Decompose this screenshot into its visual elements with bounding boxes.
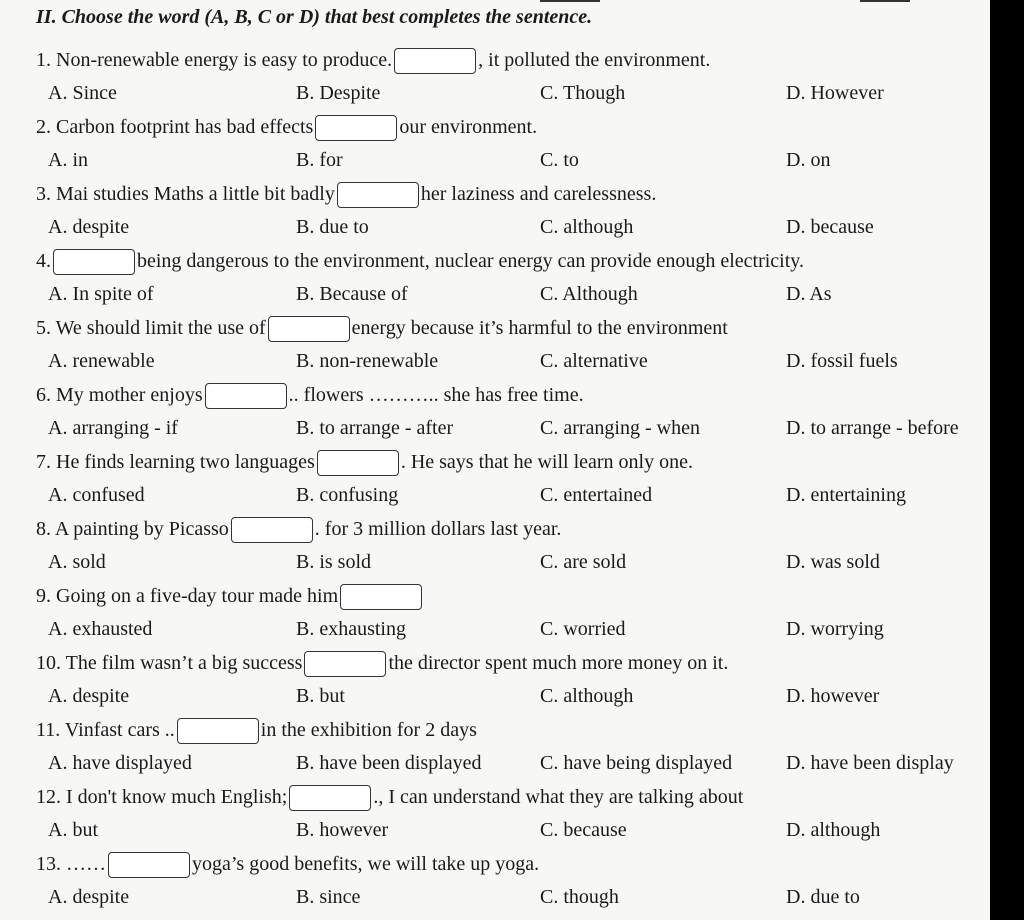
question-text-after: the director spent much more money on it. [388, 652, 729, 674]
option-d[interactable]: D. have been display [786, 752, 954, 774]
question-text-after: , it polluted the environment. [478, 49, 711, 71]
option-b[interactable]: B. Because of [296, 283, 408, 305]
question-text-before: 4. [36, 250, 51, 272]
question-9 [36, 584, 424, 610]
option-b[interactable]: B. have been displayed [296, 752, 482, 774]
option-a[interactable]: A. despite [48, 886, 130, 908]
option-a[interactable]: A. sold [48, 551, 106, 573]
question-5 [36, 316, 728, 342]
question-text-before: 13. …… [36, 853, 106, 875]
question-2 [36, 115, 537, 141]
answer-blank-box[interactable] [317, 450, 399, 476]
question-text-before: 6. My mother enjoys [36, 384, 203, 406]
option-b[interactable]: B. non-renewable [296, 350, 439, 372]
option-d[interactable]: D. worrying [786, 618, 884, 640]
option-b[interactable]: B. exhausting [296, 618, 406, 640]
answer-blank-box[interactable] [340, 584, 422, 610]
option-a[interactable]: A. but [48, 819, 98, 841]
question-text-after: .. flowers ……….. she has free time. [288, 384, 584, 406]
option-a[interactable]: A. exhausted [48, 618, 153, 640]
question-text-before: 3. Mai studies Maths a little bit badly [36, 183, 335, 205]
option-b[interactable]: B. to arrange - after [296, 417, 454, 439]
option-c[interactable]: C. entertained [540, 484, 653, 506]
option-b[interactable]: B. for [296, 149, 343, 171]
question-text-before: 1. Non-renewable energy is easy to produce. [36, 49, 393, 71]
question-text-before: 11. Vinfast cars .. [36, 719, 175, 741]
option-b[interactable]: B. but [296, 685, 345, 707]
answer-blank-box[interactable] [231, 517, 313, 543]
option-d[interactable]: D. was sold [786, 551, 880, 573]
top-rule-line [540, 0, 600, 2]
option-b[interactable]: B. confusing [296, 484, 399, 506]
option-b[interactable]: B. is sold [296, 551, 372, 573]
question-text-after: ., I can understand what they are talking about [373, 786, 744, 808]
option-c[interactable]: C. though [540, 886, 619, 908]
option-b[interactable]: B. since [296, 886, 361, 908]
answer-blank-box[interactable] [268, 316, 350, 342]
option-b[interactable]: B. however [296, 819, 389, 841]
answer-blank-box[interactable] [177, 718, 259, 744]
question-10 [36, 651, 728, 677]
question-text-before: 5. We should limit the use of [36, 317, 266, 339]
question-text-before: 7. He finds learning two languages [36, 451, 315, 473]
option-d[interactable]: D. fossil fuels [786, 350, 898, 372]
answer-blank-box[interactable] [108, 852, 190, 878]
question-13 [36, 852, 539, 878]
section-title: II. Choose the word (A, B, C or D) that best completes the sentence. [36, 6, 593, 28]
option-c[interactable]: C. although [540, 216, 634, 238]
option-c[interactable]: C. Although [540, 283, 638, 305]
option-a[interactable]: A. confused [48, 484, 145, 506]
answer-blank-box[interactable] [289, 785, 371, 811]
option-d[interactable]: D. because [786, 216, 874, 238]
option-a[interactable]: A. in [48, 149, 88, 171]
question-8 [36, 517, 561, 543]
question-text-after: . He says that he will learn only one. [400, 451, 693, 473]
question-text-after: in the exhibition for 2 days [260, 719, 477, 741]
answer-blank-box[interactable] [205, 383, 287, 409]
question-text-before: 8. A painting by Picasso [36, 518, 229, 540]
option-c[interactable]: C. because [540, 819, 627, 841]
option-b[interactable]: B. due to [296, 216, 369, 238]
top-rule-line-right [860, 0, 910, 2]
question-text-before: 12. I don't know much English; [36, 786, 288, 808]
option-c[interactable]: C. have being displayed [540, 752, 733, 774]
option-a[interactable]: A. despite [48, 216, 130, 238]
option-c[interactable]: C. are sold [540, 551, 627, 573]
question-6 [36, 383, 584, 409]
option-c[interactable]: C. alternative [540, 350, 648, 372]
option-c[interactable]: C. worried [540, 618, 626, 640]
answer-blank-box[interactable] [315, 115, 397, 141]
option-c[interactable]: C. arranging - when [540, 417, 700, 439]
question-text-before: 10. The film wasn’t a big success [36, 652, 303, 674]
question-text-after: our environment. [399, 116, 538, 138]
option-d[interactable]: D. although [786, 819, 881, 841]
option-a[interactable]: A. arranging - if [48, 417, 178, 439]
option-a[interactable]: A. renewable [48, 350, 155, 372]
question-11 [36, 718, 477, 744]
option-c[interactable]: C. to [540, 149, 579, 171]
question-text-before: 2. Carbon footprint has bad effects [36, 116, 314, 138]
option-d[interactable]: D. to arrange - before [786, 417, 959, 439]
question-text-after: being dangerous to the environment, nuclear energy can provide enough electricity. [137, 250, 804, 272]
option-a[interactable]: A. Since [48, 82, 117, 104]
option-c[interactable]: C. Though [540, 82, 626, 104]
option-c[interactable]: C. although [540, 685, 634, 707]
option-a[interactable]: A. despite [48, 685, 130, 707]
question-4 [36, 249, 804, 275]
option-d[interactable]: D. due to [786, 886, 860, 908]
option-d[interactable]: D. As [786, 283, 832, 305]
answer-blank-box[interactable] [304, 651, 386, 677]
option-d[interactable]: D. entertaining [786, 484, 906, 506]
option-d[interactable]: D. however [786, 685, 880, 707]
option-d[interactable]: D. However [786, 82, 884, 104]
answer-blank-box[interactable] [53, 249, 135, 275]
answer-blank-box[interactable] [337, 182, 419, 208]
answer-blank-box[interactable] [394, 48, 476, 74]
question-text-after: energy because it’s harmful to the environment [351, 317, 728, 339]
question-3 [36, 182, 656, 208]
question-7 [36, 450, 693, 476]
question-text-before: 9. Going on a five-day tour made him [36, 585, 339, 607]
option-a[interactable]: A. In spite of [48, 283, 154, 305]
question-12 [36, 785, 743, 811]
option-d[interactable]: D. on [786, 149, 831, 171]
option-a[interactable]: A. have displayed [48, 752, 192, 774]
option-b[interactable]: B. Despite [296, 82, 381, 104]
question-text-after: yoga’s good benefits, we will take up yoga. [192, 853, 540, 875]
question-1 [36, 48, 710, 74]
question-text-after: her laziness and carelessness. [420, 183, 657, 205]
question-text-after: . for 3 million dollars last year. [314, 518, 562, 540]
